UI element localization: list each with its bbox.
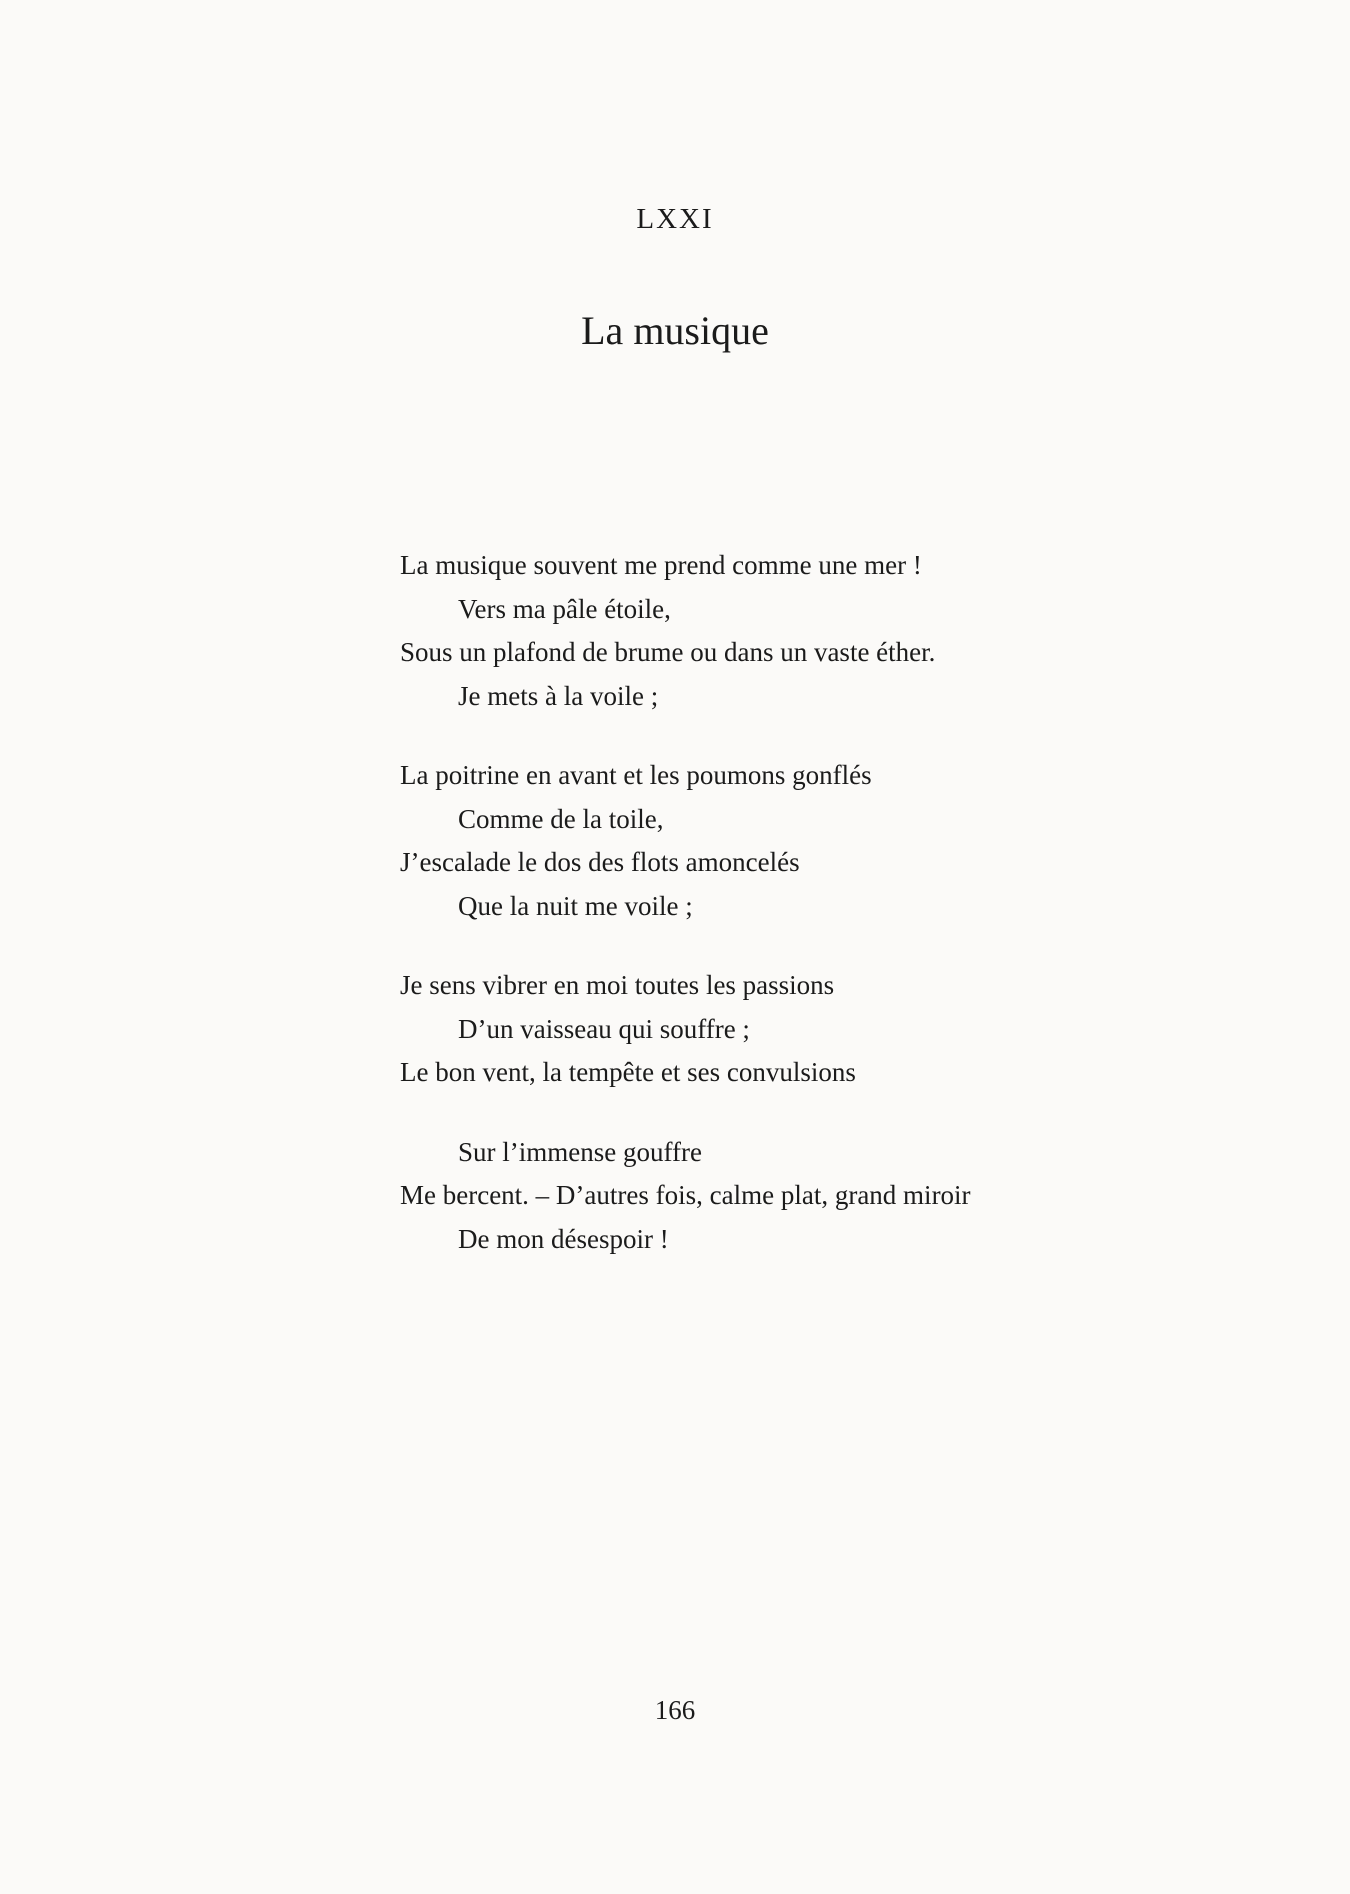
verse-line: J’escalade le dos des flots amoncelés <box>400 847 800 877</box>
verse-line: Comme de la toile, <box>458 803 664 834</box>
verse-line: La poitrine en avant et les poumons gonflés <box>400 760 872 790</box>
verse-line: De mon désespoir ! <box>458 1223 669 1254</box>
verse-line: Sous un plafond de brume ou dans un vaste éther. <box>400 637 936 667</box>
poem-body <box>400 544 1200 1297</box>
verse-line: Me bercent. – D’autres fois, calme plat, grand miroir <box>400 1180 971 1210</box>
verse-line: Que la nuit me voile ; <box>458 890 693 921</box>
verse-line: D’un vaisseau qui souffre ; <box>458 1013 750 1044</box>
verse-line: Vers ma pâle étoile, <box>458 593 671 624</box>
verse-line: Je sens vibrer en moi toutes les passions <box>400 970 835 1000</box>
page-number: 166 <box>654 1695 696 1725</box>
stanza-3 <box>400 964 1200 1095</box>
verse-line: Le bon vent, la tempête et ses convulsions <box>400 1057 856 1087</box>
verse-line: Sur l’immense gouffre <box>458 1136 702 1167</box>
poem-numeral: LXXI <box>636 203 714 235</box>
stanza-1 <box>400 544 1200 718</box>
stanza-4 <box>400 1131 1200 1262</box>
verse-line: La musique souvent me prend comme une mer ! <box>400 550 922 580</box>
verse-line: Je mets à la voile ; <box>458 680 659 711</box>
poem-title: La musique <box>581 308 769 353</box>
stanza-2 <box>400 754 1200 928</box>
